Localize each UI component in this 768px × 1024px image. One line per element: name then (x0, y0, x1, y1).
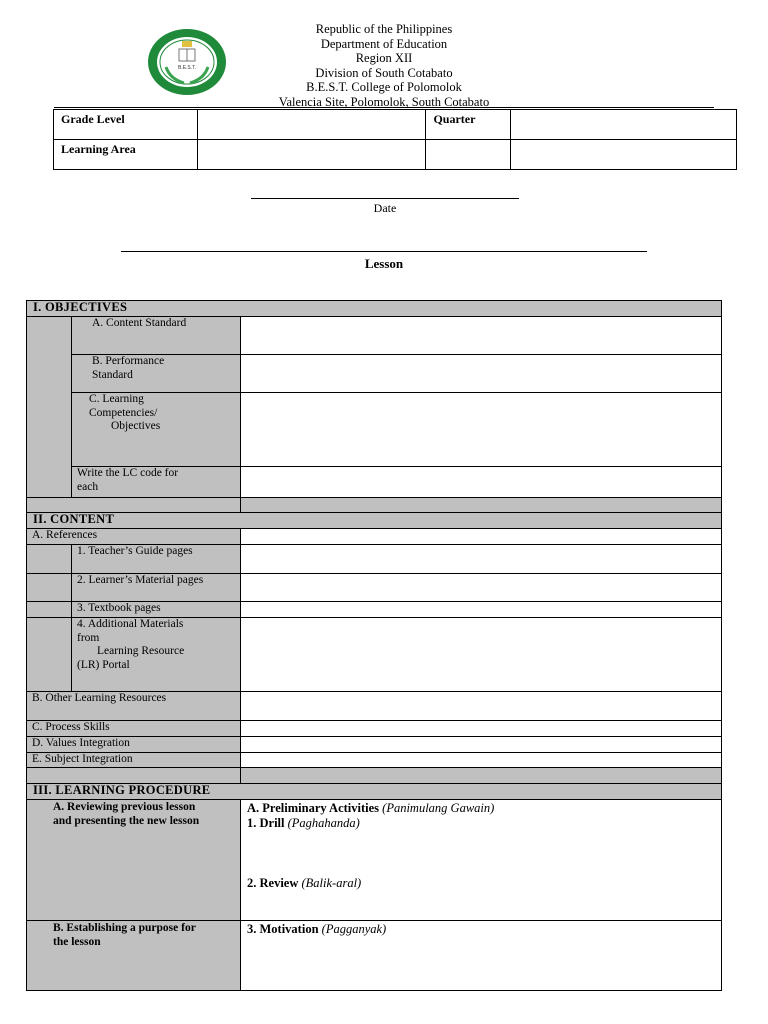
lc-code-field[interactable] (241, 467, 722, 498)
motivation-field[interactable] (241, 921, 722, 991)
lesson-line[interactable] (121, 251, 647, 252)
review-heading: 2. Review (Balik-aral) (247, 876, 362, 890)
blank-cell[interactable] (511, 140, 737, 170)
section-content: II. CONTENT (27, 513, 722, 529)
subject-integration-label: E. Subject Integration (27, 753, 241, 768)
letterhead (230, 22, 538, 109)
quarter-field[interactable] (511, 110, 737, 140)
motivation-heading: 3. Motivation (Pagganyak) (247, 922, 387, 936)
textbook-pages-field[interactable] (241, 602, 722, 618)
header-line: B.E.S.T. College of Polomolok (306, 80, 462, 94)
additional-materials-label: 4. Additional Materials from Learning Resource (LR) Portal (72, 618, 241, 692)
lc-code-label: Write the LC code for each (72, 467, 241, 498)
additional-materials-field[interactable] (241, 618, 722, 692)
process-skills-label: C. Process Skills (27, 721, 241, 737)
school-seal-logo (146, 27, 228, 97)
teachers-guide-label: 1. Teacher’s Guide pages (72, 545, 241, 574)
spacer-cell (27, 545, 72, 574)
lesson-label: Lesson (364, 256, 404, 271)
preliminary-activities-field[interactable] (241, 800, 722, 921)
performance-standard-label: B. Performance Standard (72, 355, 241, 393)
spacer-cell (27, 618, 72, 692)
header-line: Valencia Site, Polomolok, South Cotabato (278, 94, 490, 109)
grade-level-label: Grade Level (54, 110, 198, 140)
values-integration-field[interactable] (241, 737, 722, 753)
learners-material-label: 2. Learner’s Material pages (72, 574, 241, 602)
content-standard-label: A. Content Standard (72, 317, 241, 355)
references-field[interactable] (241, 529, 722, 545)
other-resources-field[interactable] (241, 692, 722, 721)
blank-cell[interactable] (426, 140, 511, 170)
references-label: A. References (27, 529, 241, 545)
header-line: Republic of the Philippines (315, 22, 453, 36)
lesson-plan-table (26, 300, 722, 991)
header-rule (54, 107, 714, 108)
other-resources-label: B. Other Learning Resources (27, 692, 241, 721)
spacer-cell (27, 602, 72, 618)
learning-area-label: Learning Area (54, 140, 198, 170)
grade-level-field[interactable] (197, 110, 426, 140)
drill-heading: 1. Drill (Paghahanda) (247, 816, 360, 830)
header-line: Department of Education (320, 36, 448, 51)
section-objectives: I. OBJECTIVES (27, 301, 722, 317)
spacer-cell (27, 317, 72, 498)
info-table (53, 109, 737, 170)
reviewing-lesson-label: A. Reviewing previous lesson and presenting the new lesson (27, 800, 241, 921)
preliminary-activities-heading: A. Preliminary Activities (Panimulang Gawain) (247, 801, 495, 815)
svg-text:B.E.S.T.: B.E.S.T. (177, 65, 197, 71)
values-integration-label: D. Values Integration (27, 737, 241, 753)
learning-area-field[interactable] (197, 140, 426, 170)
teachers-guide-field[interactable] (241, 545, 722, 574)
competencies-field[interactable] (241, 393, 722, 467)
subject-integration-field[interactable] (241, 753, 722, 768)
spacer-row (27, 768, 241, 784)
performance-standard-field[interactable] (241, 355, 722, 393)
quarter-label: Quarter (426, 110, 511, 140)
header-line: Division of South Cotabato (315, 65, 453, 80)
textbook-pages-label: 3. Textbook pages (72, 602, 241, 618)
spacer-row (241, 768, 722, 784)
section-learning-procedure: III. LEARNING PROCEDURE (27, 784, 722, 800)
spacer-row (241, 498, 722, 513)
spacer-row (27, 498, 241, 513)
competencies-label: C. Learning Competencies/ Objectives (72, 393, 241, 467)
process-skills-field[interactable] (241, 721, 722, 737)
content-standard-field[interactable] (241, 317, 722, 355)
date-label: Date (373, 201, 397, 215)
date-line[interactable] (251, 198, 519, 199)
learners-material-field[interactable] (241, 574, 722, 602)
establishing-purpose-label: B. Establishing a purpose for the lesson (27, 921, 241, 991)
spacer-cell (27, 574, 72, 602)
header-line: Region XII (355, 51, 413, 65)
